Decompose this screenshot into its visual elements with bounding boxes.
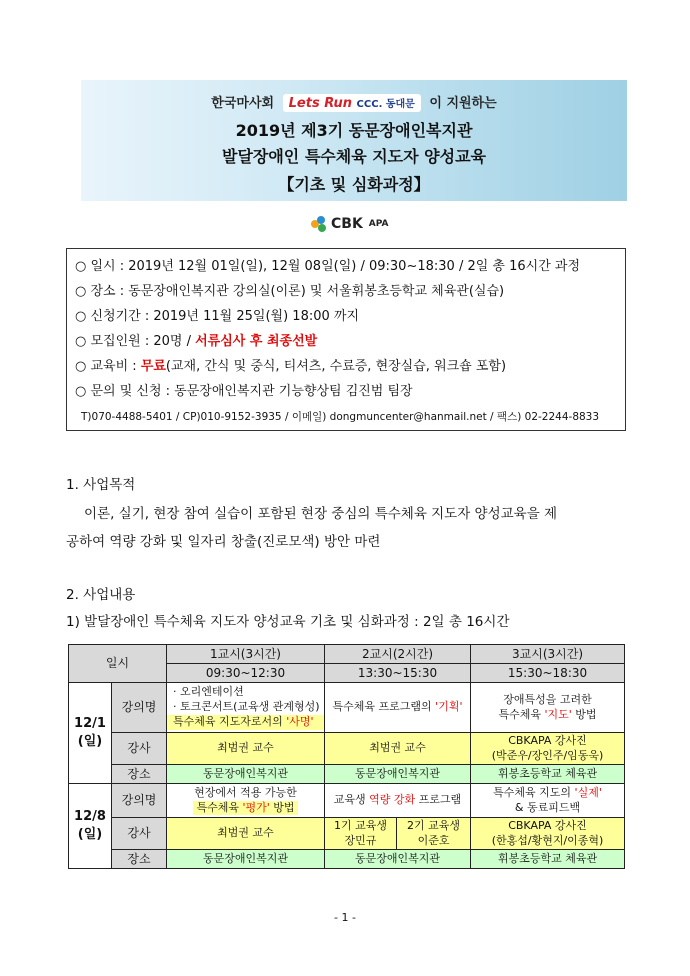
day2-place-label: 장소 — [112, 850, 167, 869]
header-time-1: 09:30~12:30 — [167, 664, 325, 683]
header-time-2: 13:30~15:30 — [325, 664, 471, 683]
day2-place-1: 동문장애인복지관 — [167, 850, 325, 869]
banner-title-1: 2019년 제3기 동문장애인복지관 — [235, 121, 473, 140]
day2-instructor-label: 강사 — [112, 818, 167, 850]
info-date: ○ 일시 : 2019년 12월 01일(일), 12월 08일(일) / 09:30~18:30 / 2일 총 16시간 과정 — [75, 259, 581, 274]
info-inquiry: ○ 문의 및 신청 : 동문장애인복지관 기능향상팀 김진범 팀장 — [75, 384, 413, 399]
info-apply-period: ○ 신청기간 : 2019년 11월 25일(월) 18:00 까지 — [75, 309, 360, 324]
schedule-table — [68, 644, 625, 869]
page-number: - 1 - — [334, 911, 356, 924]
day2-place-3: 휘봉초등학교 체육관 — [471, 850, 625, 869]
info-recruit: ○ 모집인원 : 20명 / 서류심사 후 최종선발 — [75, 334, 318, 349]
day2-instructor-3: CBKAPA 강사진 (한홍섭/황현지/이종혁) — [471, 818, 625, 850]
day1-place-label: 장소 — [112, 765, 167, 784]
day1-instructor-label: 강사 — [112, 733, 167, 765]
section1-heading: 1. 사업목적 — [66, 477, 136, 493]
day1-place-1: 동문장애인복지관 — [167, 765, 325, 784]
header-period-3: 3교시(3시간) — [471, 645, 625, 664]
info-box — [66, 248, 626, 431]
cbk-logo-icon — [311, 216, 327, 232]
title-banner — [81, 80, 627, 201]
info-place: ○ 장소 : 동문장애인복지관 강의실(이론) 및 서울휘봉초등학교 체육관(실습) — [75, 284, 505, 299]
day1-instructor-3: CBKAPA 강사진 (박준우/장인주/임동욱) — [471, 733, 625, 765]
sponsor-name: 한국마사회 — [211, 96, 275, 111]
day1-lecture-label: 강의명 — [112, 683, 167, 733]
banner-title-3: 【기초 및 심화과정】 — [278, 175, 430, 194]
day2-place-2: 동문장애인복지관 — [325, 850, 471, 869]
day2-lecture-2: 교육생 역량 강화 프로그램 — [325, 784, 471, 818]
day1-date: 12/1 (일) — [69, 683, 112, 784]
banner-title-2: 발달장애인 특수체육 지도자 양성교육 — [221, 147, 486, 166]
day1-lecture-2: 특수체육 프로그램의 '기획' — [325, 683, 471, 733]
day2-lecture-1: 현장에서 적용 가능한 특수체육 '평가' 방법 — [167, 784, 325, 818]
day2-lecture-label: 강의명 — [112, 784, 167, 818]
day1-lecture-3: 장애특성을 고려한 특수체육 '지도' 방법 — [471, 683, 625, 733]
day2-instructor-2b: 2기 교육생 이준호 — [397, 818, 471, 850]
section2-sub: 1) 발달장애인 특수체육 지도자 양성교육 기초 및 심화과정 : 2일 총 16시간 — [66, 614, 510, 630]
day1-instructor-1: 최범권 교수 — [167, 733, 325, 765]
section1-body-1: 이론, 실기, 현장 참여 실습이 포함된 현장 중심의 특수체육 지도자 양성교육을 제 — [84, 506, 558, 522]
day1-instructor-2: 최범권 교수 — [325, 733, 471, 765]
day1-lecture-1: · 오리엔테이션 · 토크콘서트(교육생 관계형성) 특수체육 지도자로서의 '사명' — [167, 683, 325, 733]
sponsor-suffix: 이 지원하는 — [429, 96, 497, 111]
cbkapa-logo: CBK APA — [311, 216, 389, 232]
day2-date: 12/8 (일) — [69, 784, 112, 869]
day2-instructor-1: 최범권 교수 — [167, 818, 325, 850]
header-period-2: 2교시(2시간) — [325, 645, 471, 664]
day2-instructor-2a: 1기 교육생 장민규 — [325, 818, 397, 850]
day2-lecture-3: 특수체육 지도의 '실제' & 동료피드백 — [471, 784, 625, 818]
sponsor-line — [81, 92, 627, 112]
letsrun-logo: Lets Run CCC. 동대문 — [283, 94, 421, 112]
header-date: 일시 — [69, 645, 167, 683]
day1-place-3: 휘봉초등학교 체육관 — [471, 765, 625, 784]
header-period-1: 1교시(3시간) — [167, 645, 325, 664]
section1-body-2: 공하여 역량 강화 및 일자리 창출(진로모색) 방안 마련 — [66, 534, 381, 550]
info-fee: ○ 교육비 : 무료(교재, 간식 및 중식, 티셔츠, 수료증, 현장실습, 워크숍 포함) — [75, 359, 507, 374]
day1-place-2: 동문장애인복지관 — [325, 765, 471, 784]
info-contact: T)070-4488-5401 / CP)010-9152-3935 / 이메일) dongmuncenter@hanmail.net / 팩스) 02-2244-8833 — [81, 411, 600, 423]
header-time-3: 15:30~18:30 — [471, 664, 625, 683]
section2-heading: 2. 사업내용 — [66, 587, 136, 603]
